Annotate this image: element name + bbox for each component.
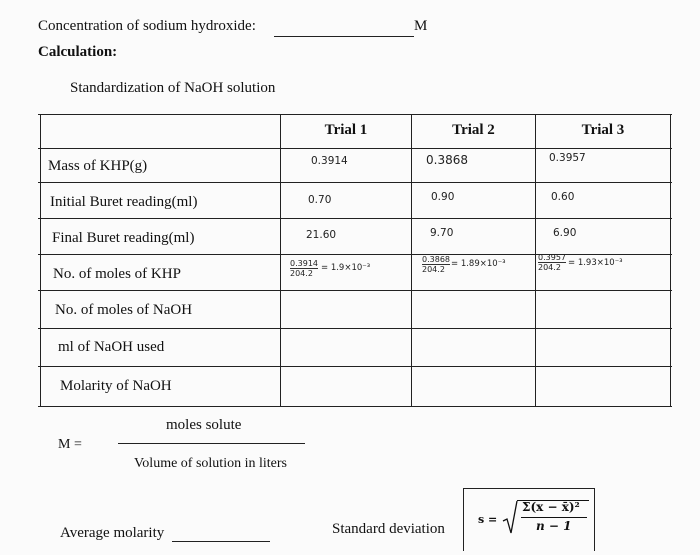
molarity-formula-denominator: Volume of solution in liters [134, 456, 287, 471]
average-molarity-label: Average molarity [60, 525, 165, 541]
standard-deviation-label: Standard deviation [332, 521, 445, 537]
concentration-blank[interactable] [274, 36, 414, 37]
table-border-bottom [38, 406, 672, 407]
cell-moles-result-trial-1: = 1.9×10⁻³ [321, 263, 371, 273]
table-rule [38, 290, 672, 291]
square-root-icon [502, 499, 518, 535]
row-label-molarity-naoh: Molarity of NaOH [60, 378, 172, 394]
table-border-top [38, 114, 672, 115]
cell-initial-trial-2: 0.90 [431, 191, 455, 203]
cell-mass-trial-1: 0.3914 [311, 155, 348, 167]
row-label-moles-khp: No. of moles of KHP [53, 266, 181, 282]
col-header-trial-2: Trial 2 [452, 122, 495, 138]
cell-final-trial-3: 6.90 [553, 227, 577, 239]
cell-moles-fraction-trial-1: $\frac{0.3914}{204.2}$ [290, 259, 318, 278]
std-formula-box [463, 488, 595, 551]
table-rule [38, 148, 672, 149]
cell-mass-trial-3: 0.3957 [549, 152, 586, 164]
table-border-left [40, 114, 41, 406]
table-col-divider [280, 114, 281, 406]
std-formula-numerator: Σ(x − x̄)² [522, 500, 580, 514]
col-header-trial-1: Trial 1 [324, 122, 368, 138]
standardization-table [38, 110, 672, 410]
col-header-trial-3: Trial 3 [581, 122, 625, 138]
molarity-formula-numerator: moles solute [166, 417, 242, 433]
cell-final-trial-1: 21.60 [306, 229, 337, 241]
row-label-moles-naoh: No. of moles of NaOH [55, 302, 193, 318]
cell-moles-result-trial-3: = 1.93×10⁻³ [568, 258, 623, 268]
cell-mass-trial-2: 0.3868 [426, 153, 468, 167]
table-col-divider [411, 114, 412, 406]
table-border-right [670, 114, 671, 406]
std-fraction-bar [521, 517, 587, 518]
row-label-ml-naoh: ml of NaOH used [58, 339, 165, 355]
std-formula-lhs: s = [478, 513, 498, 526]
table-rule [38, 254, 672, 255]
cell-moles-result-trial-2: = 1.89×10⁻³ [451, 259, 506, 269]
cell-initial-trial-1: 0.70 [308, 194, 332, 206]
std-formula-denominator: n − 1 [536, 519, 572, 533]
cell-initial-trial-3: 0.60 [551, 191, 575, 203]
row-label-mass-khp: Mass of KHP(g) [48, 158, 148, 174]
table-rule [38, 366, 672, 367]
cell-moles-fraction-trial-3: $\frac{0.3957}{204.2}$ [538, 253, 566, 272]
table-col-divider [535, 114, 536, 406]
molarity-formula-lhs: M = [58, 437, 82, 452]
average-molarity-blank[interactable] [172, 541, 270, 542]
concentration-label: Concentration of sodium hydroxide: [38, 18, 256, 34]
calculation-heading: Calculation: [38, 44, 118, 60]
table-rule [38, 182, 672, 183]
table-rule [38, 328, 672, 329]
cell-moles-fraction-trial-2: $\frac{0.3868}{204.2}$ [422, 255, 450, 274]
row-label-final-buret: Final Buret reading(ml) [52, 230, 195, 246]
table-rule [38, 218, 672, 219]
molarity-fraction-bar [118, 443, 305, 444]
section-title: Standardization of NaOH solution [70, 80, 276, 96]
row-label-initial-buret: Initial Buret reading(ml) [50, 194, 198, 210]
cell-final-trial-2: 9.70 [430, 227, 454, 239]
concentration-unit: M [414, 18, 428, 34]
